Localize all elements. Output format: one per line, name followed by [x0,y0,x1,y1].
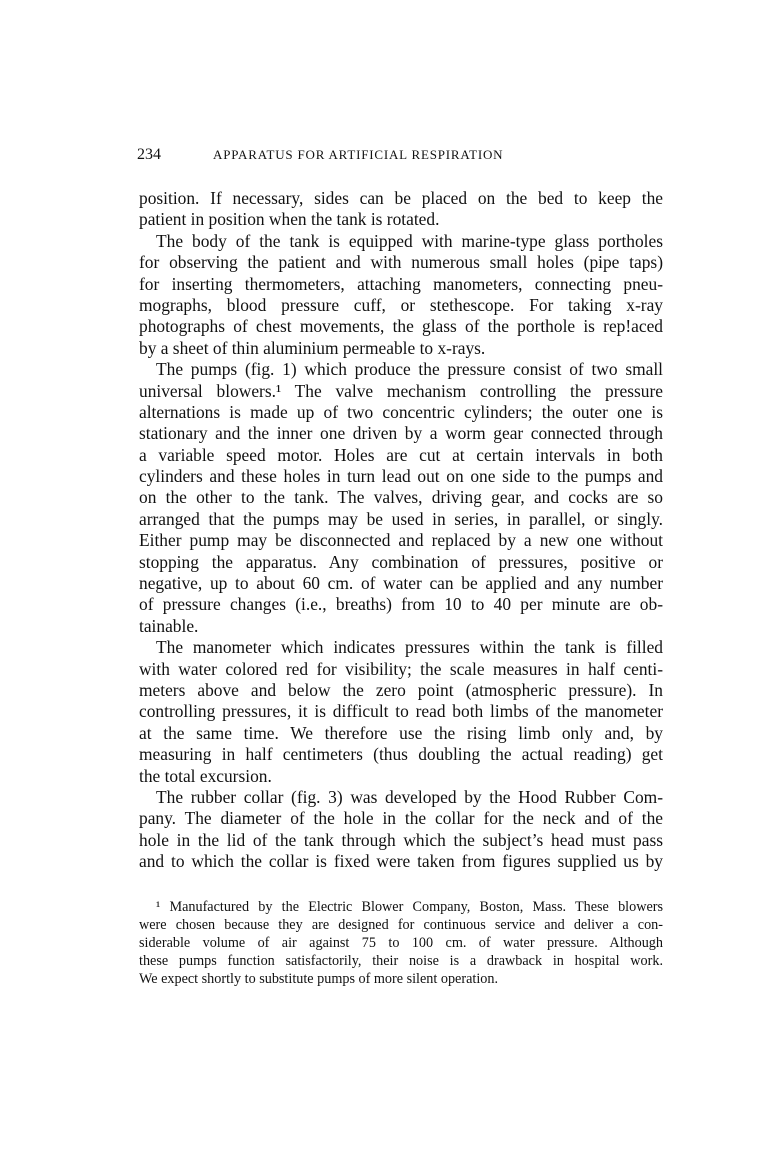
text-line: at the same time. We therefore use the rising limb only and, by [139,722,663,743]
text-line: The rubber collar (fig. 3) was developed by the Hood Rubber Com- [156,786,663,807]
footnote [139,898,663,988]
text-line: negative, up to about 60 cm. of water can be applied and any number [139,573,663,594]
text-line: universal blowers.¹ The valve mechanism controlling the pressure [139,380,663,401]
text-line: controlling pressures, it is difficult to read both limbs of the manometer [139,701,663,722]
text-line: on the other to the tank. The valves, driving gear, and cocks are so [139,487,663,508]
text-line: with water colored red for visibility; the scale measures in half centi- [139,658,663,679]
text-line: patient in position when the tank is rotated. [139,209,440,230]
text-line: for observing the patient and with numerous small holes (pipe taps) [139,252,663,273]
page-header [137,146,663,166]
text-line: meters above and below the zero point (atmospheric pressure). In [139,679,663,700]
page-number: 234 [137,146,161,163]
running-title: APPARATUS FOR ARTIFICIAL RESPIRATION [213,147,504,162]
text-line: hole in the lid of the tank through which the subject’s head must pass [139,829,663,850]
footnote-line: these pumps function satisfactorily, their noise is a drawback in hospital work. [139,953,663,969]
text-line: pany. The diameter of the hole in the collar for the neck and of the [139,808,663,829]
text-line: tainable. [139,615,199,636]
text-line: position. If necessary, sides can be placed on the bed to keep the [139,188,663,208]
text-line: the total excursion. [139,765,272,786]
footnote-line: ¹ Manufactured by the Electric Blower Company, Boston, Mass. These blowers [156,899,663,915]
text-line: mographs, blood pressure cuff, or stethescope. For taking x-ray [139,294,663,315]
footnote-line: siderable volume of air against 75 to 100 cm. of water pressure. Although [139,935,663,951]
body-text [139,188,663,873]
text-line: by a sheet of thin aluminium permeable to x-rays. [139,337,486,358]
text-line: for inserting thermometers, attaching manometers, connecting pneu- [139,273,663,294]
text-line: The pumps (fig. 1) which produce the pressure consist of two small [156,359,663,380]
text-line: The body of the tank is equipped with marine-type glass portholes [156,230,663,251]
text-line: Either pump may be disconnected and replaced by a new one without [139,530,663,551]
text-line: a variable speed motor. Holes are cut at certain intervals in both [139,444,663,465]
text-line: stopping the apparatus. Any combination of pressures, positive or [139,551,663,572]
text-line: and to which the collar is fixed were taken from figures supplied us by [139,851,663,872]
text-line: The manometer which indicates pressures within the tank is filled [156,637,663,658]
footnote-line: We expect shortly to substitute pumps of more silent operation. [139,971,498,987]
text-line: alternations is made up of two concentric cylinders; the outer one is [139,401,663,422]
text-line: cylinders and these holes in turn lead out on one side to the pumps and [139,466,663,487]
text-line: photographs of chest movements, the glass of the porthole is rep!aced [139,316,663,337]
footnote-line: were chosen because they are designed for continuous service and deliver a con- [139,917,663,933]
text-line: arranged that the pumps may be used in series, in parallel, or singly. [139,508,663,529]
text-line: measuring in half centimeters (thus doubling the actual reading) get [139,744,663,765]
text-line: stationary and the inner one driven by a worm gear connected through [139,423,663,444]
text-line: of pressure changes (i.e., breaths) from 10 to 40 per minute are ob- [139,594,663,615]
